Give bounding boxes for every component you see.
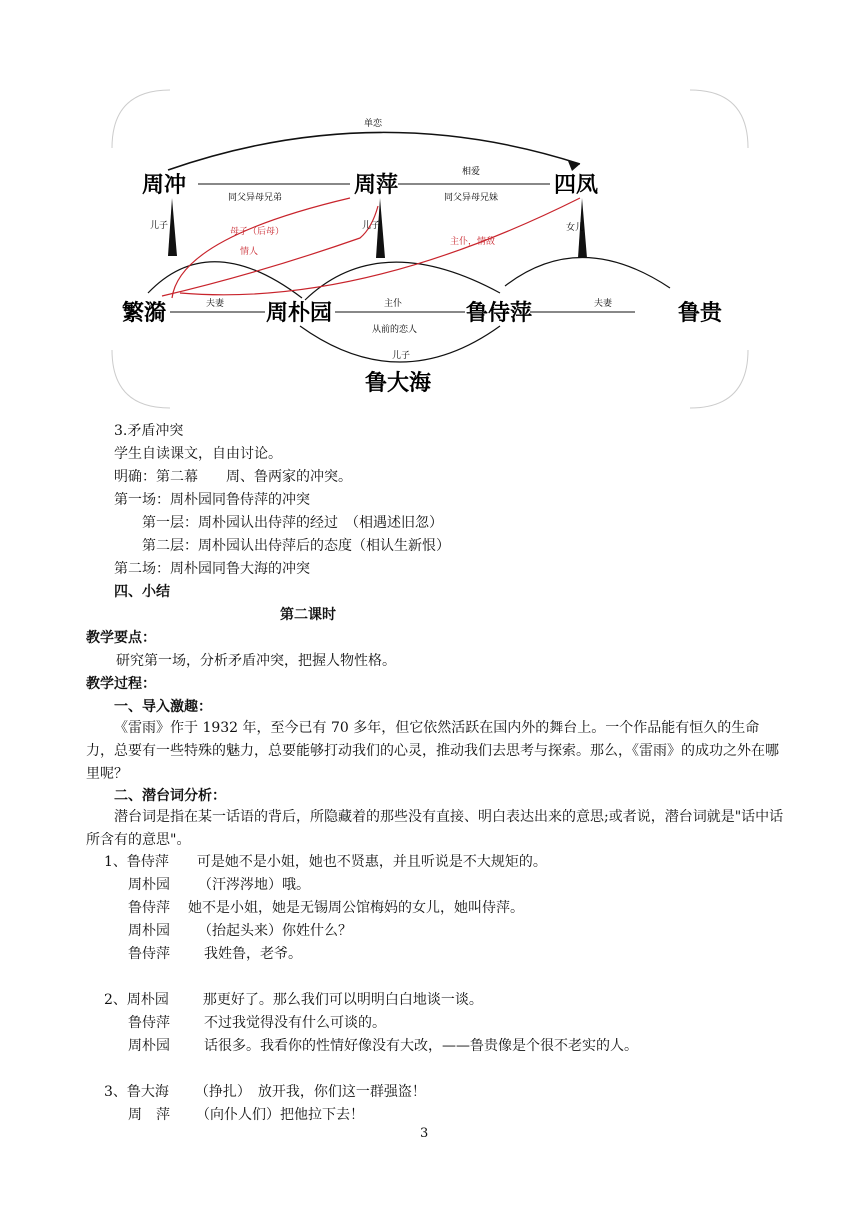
dialogue-line: 1、鲁侍萍 可是她不是小姐，她也不贤惠，并且听说是不大规矩的。 (104, 854, 547, 870)
speech: （抬起头来）你姓什么？ (198, 923, 352, 939)
edge-spouses-left: 夫妻 (206, 299, 225, 309)
speaker: 鲁大海 (126, 1084, 169, 1100)
subtext-heading: 二、潜台词分析： (114, 788, 226, 804)
speaker: 鲁侍萍 (128, 900, 170, 916)
key-points-heading: 教学要点： (86, 630, 156, 646)
edge-son-left: 儿子 (150, 221, 169, 231)
arrow-head-icon (568, 161, 580, 171)
edge-lovers: 情人 (240, 247, 259, 257)
speaker: 周朴园 (128, 923, 170, 939)
node-zhou-ping: 周萍 (354, 172, 399, 198)
edge-son-mid: 儿子 (362, 221, 381, 231)
spike-left (168, 198, 177, 256)
speaker: 鲁侍萍 (128, 946, 170, 962)
dialogue-line (128, 944, 302, 964)
edge-half-brothers: 同父异母兄弟 (228, 193, 283, 203)
speech: （向仆人们）把他拉下去！ (196, 1107, 364, 1123)
edge-unrequited: 单恋 (364, 119, 383, 129)
section-3-heading: 3.矛盾冲突 (114, 423, 184, 439)
edge-master-servant-rivals: 主仆，情敌 (450, 237, 496, 247)
unrequited-arc (168, 132, 580, 170)
key-points-text: 研究第一场，分析矛盾冲突，把握人物性格。 (116, 653, 396, 669)
edge-love: 相爱 (462, 167, 481, 177)
speech: （挣扎） 放开我，你们这一群强盗！ (194, 1084, 426, 1100)
edge-daughter: 女儿 (566, 223, 585, 233)
process-heading: 教学过程： (86, 676, 156, 692)
arc-lu-gui (505, 257, 670, 288)
speech: 不过我觉得没有什么可谈的。 (204, 1015, 386, 1031)
node-zhou-puyuan: 周朴园 (266, 300, 333, 326)
speech: 她不是小姐，她是无锡周公馆梅妈的女儿，她叫侍萍。 (188, 900, 524, 916)
character-relationship-diagram (110, 88, 750, 410)
speaker: 周 萍 (128, 1107, 170, 1123)
speaker: 周朴园 (126, 992, 169, 1008)
speaker: 周朴园 (128, 877, 170, 893)
text-line: 学生自读课文，自由讨论。 (114, 446, 282, 462)
speaker: 周朴园 (128, 1038, 170, 1054)
edge-stepmother: 母子（后母） (230, 227, 285, 237)
text-line: 明确：第二幕 周、鲁两家的冲突。 (114, 469, 352, 485)
frame-corner-bl (112, 350, 170, 408)
text-line: 第二层：周朴园认出侍萍后的态度（相认生新恨） (142, 538, 450, 554)
dialogue-line (128, 921, 352, 941)
node-lu-gui: 鲁贵 (678, 300, 723, 326)
speech: 话很多。我看你的性情好像没有大改，——鲁贵像是个很不老实的人。 (204, 1038, 638, 1054)
page-number: 3 (420, 1126, 429, 1141)
edge-half-siblings: 同父异母兄妹 (444, 193, 499, 203)
edge-former-lovers: 从前的恋人 (372, 325, 418, 335)
node-zhou-chong: 周冲 (142, 172, 187, 198)
lesson-title: 第二课时 (280, 607, 336, 623)
intro-paragraph: 《雷雨》作于 1932 年，至今已有 70 多年，但它依然活跃在国内外的舞台上。一个作品能有恒久的生命力，总要有一些特殊的魅力，总要能够打动我们的心灵，推动我们去思考与探索。那么，《雷雨》的成功之外在哪里呢？ (86, 720, 779, 782)
edge-spouses-right: 夫妻 (594, 299, 613, 309)
node-fan-yi: 繁漪 (122, 300, 167, 326)
dialogue-line: 3、鲁大海 （挣扎） 放开我，你们这一群强盗！ (104, 1084, 426, 1100)
speech: 可是她不是小姐，她也不贤惠，并且听说是不大规矩的。 (196, 854, 547, 870)
text-line: 第一层：周朴园认出侍萍的经过 （相遇述旧忽） (142, 515, 443, 531)
edge-son-bottom: 儿子 (392, 351, 411, 361)
frame-corner-br (690, 350, 748, 408)
speech: （汗涔涔地）哦。 (198, 877, 310, 893)
frame-corner-tl (112, 90, 170, 148)
speech: 我姓鲁，老爷。 (204, 946, 302, 962)
dialogue-line: 2、周朴园 那更好了。那么我们可以明明白白地谈一谈。 (104, 992, 483, 1008)
speech: 那更好了。那么我们可以明明白白地谈一谈。 (202, 992, 483, 1008)
subtext-paragraph: 潜台词是指在某一话语的背后，所隐藏着的那些没有直接、明白表达出来的意思;或者说，潜台词就是"话中话所含有的意思"。 (86, 809, 784, 848)
dialogue-line (128, 875, 310, 895)
frame-corner-tr (690, 90, 748, 148)
node-lu-shiping: 鲁侍萍 (466, 300, 533, 326)
dialogue-line (128, 1036, 638, 1056)
node-lu-dahai: 鲁大海 (365, 370, 432, 396)
dialogue-line (128, 1013, 386, 1033)
node-si-feng: 四凤 (554, 172, 599, 198)
dialogue-line (128, 898, 524, 918)
intro-heading: 一、导入激趣： (114, 699, 212, 715)
text-line: 第二场：周朴园同鲁大海的冲突 (114, 561, 310, 577)
text-line: 第一场：周朴园同鲁侍萍的冲突 (114, 492, 310, 508)
section-4-heading: 四、小结 (114, 584, 170, 600)
speaker: 鲁侍萍 (128, 1015, 170, 1031)
red-curve-stepmother (172, 198, 350, 298)
speaker: 鲁侍萍 (126, 854, 169, 870)
edge-master-servant: 主仆 (384, 299, 403, 309)
dialogue-line (128, 1105, 364, 1125)
